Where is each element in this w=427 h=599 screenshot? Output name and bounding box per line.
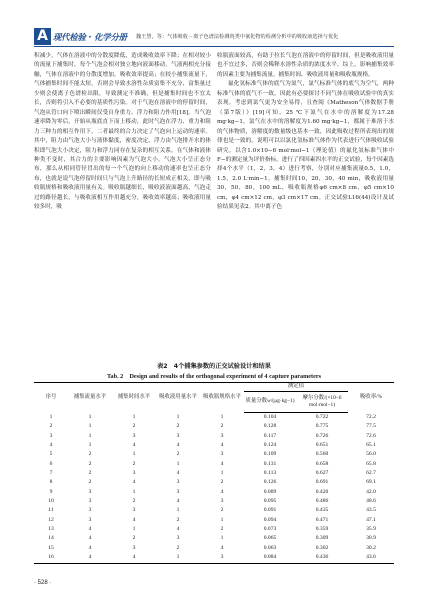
header-measured: 测定值: [244, 383, 348, 392]
table-cell: 3: [220, 498, 224, 505]
table-cell: 14: [48, 535, 54, 542]
table-cell: 0.124: [263, 442, 277, 449]
table-cell: 7: [49, 470, 53, 477]
table-body: [34, 413, 394, 564]
table-cell: 1: [220, 516, 224, 523]
table-cell: 77.5: [366, 423, 376, 430]
table-cell: 1: [132, 451, 136, 458]
table-cell: 13: [48, 526, 54, 533]
table-cell: 1: [132, 488, 136, 495]
table-cell: 35.9: [366, 526, 376, 533]
table-cell: 2: [132, 498, 136, 505]
table-row: [34, 469, 394, 478]
table-cell: 6: [49, 460, 53, 467]
table-cell: 0.359: [315, 526, 329, 533]
table-cell: 0.435: [315, 507, 329, 514]
table-cell: 1: [88, 423, 92, 430]
table-row: [34, 422, 394, 431]
table-cell: 1: [220, 413, 224, 420]
table-cell: 0.131: [263, 460, 277, 467]
table-cell: 2: [220, 526, 224, 533]
table-cell: 43.6: [348, 553, 394, 563]
table-cell: 2: [88, 451, 92, 458]
table-cell: 0.627: [315, 470, 329, 477]
table-row: [34, 478, 394, 487]
journal-name: 现代检验 · 化学分册: [53, 32, 127, 42]
table-cell: 0.095: [263, 498, 277, 505]
table-cell: 3: [88, 507, 92, 514]
paragraph: 收瓶液面较高，有助于拉长气泡在溶液中的停留时间，但是吸收液用量也不宜过多，否则会稀释水溶性杂质的浓度水平，综上，影响捕集效率的因素主要为捕集流量、捕集时间、吸收液用量和吸收瓶规格。: [217, 53, 394, 78]
table-cell: 4: [220, 544, 224, 551]
table-cell: 48.6: [366, 498, 376, 505]
table-cell: 0.691: [315, 479, 329, 486]
table-cell: 4: [132, 479, 136, 486]
table-cell: 65.8: [366, 460, 376, 467]
table-cell: 0.094: [263, 516, 277, 523]
table-caption-cn: 表2 4个捕集参数的正交试验设计和结果: [157, 363, 271, 370]
table-cell: 69.1: [366, 479, 376, 486]
table-row: [34, 432, 394, 441]
table-cell: 2: [220, 507, 224, 514]
table-row: [34, 534, 394, 543]
table-cell: 3: [200, 553, 244, 563]
table-cell: 2: [132, 460, 136, 467]
table-cell: 42.0: [366, 488, 376, 495]
table-cell: 2: [49, 423, 53, 430]
table-cell: 3: [220, 432, 224, 439]
table-cell: 2: [132, 423, 136, 430]
table-cell: 30.2: [366, 544, 376, 551]
table-cell: 0.486: [315, 498, 329, 505]
table-cell: 3: [132, 432, 136, 439]
table-cell: 4: [176, 442, 180, 449]
table-cell: 5: [49, 451, 53, 458]
table-cell: 0.726: [315, 432, 329, 439]
table-cell: 1: [220, 535, 224, 542]
page-number: · 528 ·: [34, 580, 52, 586]
table-cell: 3: [176, 535, 180, 542]
header-bottle: 吸收瓶规格水平: [200, 383, 244, 413]
table-cell: 1: [132, 526, 136, 533]
table-cell: 0.775: [315, 423, 329, 430]
header-seq: 序号: [34, 383, 68, 413]
header-volume: 吸收液用量水平: [156, 383, 200, 413]
table-cell: 4: [176, 470, 180, 477]
table-row: [34, 506, 394, 515]
table-cell: 1: [156, 553, 200, 563]
table-row: [34, 553, 394, 563]
table-cell: 47.1: [366, 516, 376, 523]
table-cell: 0.065: [263, 535, 277, 542]
table-cell: 4: [68, 553, 112, 563]
table-cell: 1: [88, 413, 92, 420]
table-cell: 4: [88, 535, 92, 542]
table-cell: 0.128: [263, 423, 277, 430]
table-cell: 0.091: [263, 507, 277, 514]
table-cell: 0.073: [263, 526, 277, 533]
table-cell: 0.658: [315, 460, 329, 467]
table-cell: 0.420: [315, 488, 329, 495]
table-row: [34, 460, 394, 469]
table-cell: 1: [132, 413, 136, 420]
table-cell: 72.2: [366, 413, 376, 420]
header-molar-fraction: 摩尔分数/(×10−6 mol·mol−1): [296, 392, 348, 413]
table-cell: 1: [176, 460, 180, 467]
table-cell: 0.117: [263, 432, 277, 439]
table-cell: 0.560: [315, 451, 329, 458]
table-cell: 2: [176, 544, 180, 551]
paragraph: 氟化氢标准气体的底气为氮气，氯气标准气体的底气为空气，两种标准气体的底气不一致，因此有必要探讨不同气体在吸收试验中的真实表现。考虑到氯气更为安全易得，且查阅《Matheson气体数据手册（第7版）》[19]可知，25 ℃下氮气在水中的溶解度为17.28 mg·kg−1，氯气在水中的溶解度为1.60 mg·kg−1，都属于难溶于水的气体物质，溶解度的数量级也基本一致，因此吸收过程所表现出的规律也是一致的，说明可以以氯化氢标准气体作为代表进行气体吸收试验研究。以含1.0×10−6 mol·mol−1（理论值）的氟化氢标准气体中F−的测定量为评价指标，进行了四因素四水平的正交试验，每个因素选择4个水平（1，2，3，4）进行考察，分别对应捕集流量0.5，1.0，1.5，2.0 L·min−1，捕集时间10，20，30，40 min，吸收液用量30，50，80，100 mL，吸收瓶规格φ6 cm×8 cm，φ5 cm×10 cm，φ4 cm×12 cm，φ3 cm×17 cm。正交试验L16(44)设计及试验结果见表2。其中离子色: [217, 81, 394, 211]
table-cell: 2: [176, 423, 180, 430]
table-cell: 3: [49, 432, 53, 439]
table-cell: 1: [88, 432, 92, 439]
table-cell: 2: [176, 451, 180, 458]
table-cell: 0.126: [263, 479, 277, 486]
table-cell: 3: [88, 516, 92, 523]
table-cell: 2: [88, 479, 92, 486]
table-cell: 4: [220, 488, 224, 495]
table-cell: 12: [48, 516, 54, 523]
header-efficiency: 吸收率/%: [348, 383, 394, 413]
table-cell: 4: [88, 526, 92, 533]
table-cell: 3: [176, 488, 180, 495]
table-row: [34, 488, 394, 497]
table-cell: 4: [220, 442, 224, 449]
table-cell: 0.109: [263, 451, 277, 458]
table-cell: 2: [220, 423, 224, 430]
table-cell: 4: [112, 553, 156, 563]
table-cell: 2: [88, 460, 92, 467]
right-text-column: [217, 52, 394, 213]
table-cell: 4: [176, 526, 180, 533]
table-cell: 0.471: [315, 516, 329, 523]
table-cell: 1: [49, 413, 53, 420]
table-cell: 1: [176, 507, 180, 514]
left-text-column: [34, 52, 211, 213]
table-cell: 4: [88, 544, 92, 551]
table-cell: 0.436: [296, 553, 348, 563]
table-cell: 11: [48, 507, 54, 514]
orthogonal-results-table: [34, 382, 394, 564]
table-cell: 3: [220, 451, 224, 458]
table-cell: 8: [49, 479, 53, 486]
header-rule: [34, 46, 394, 47]
table-cell: 3: [88, 498, 92, 505]
table-cell: 2: [176, 516, 180, 523]
table-row: [34, 441, 394, 450]
page-header: [0, 0, 427, 46]
table-cell: 2: [132, 535, 136, 542]
table-cell: 1: [88, 442, 92, 449]
table-cell: 0.309: [315, 535, 329, 542]
table-cell: 1: [220, 470, 224, 477]
table-cell: 0.302: [315, 544, 329, 551]
table-cell: 2: [88, 470, 92, 477]
table-cell: 2: [220, 479, 224, 486]
journal-logo: A: [34, 28, 51, 45]
table-cell: 3: [176, 479, 180, 486]
table-cell: 0.651: [315, 442, 329, 449]
table-cell: 0.113: [263, 470, 277, 477]
table-row: [34, 413, 394, 423]
table-cell: 3: [132, 507, 136, 514]
table-cell: 62.7: [366, 470, 376, 477]
table-cell: 0.104: [263, 414, 277, 420]
table-cell: 0.722: [315, 414, 329, 420]
table-cell: 4: [132, 442, 136, 449]
table-cell: 30.9: [366, 535, 376, 542]
running-title: 魏王慧，等：气体吸收－离子色谱法检测肉类中氰化物的检测分析中的吸收液选择与优化: [136, 34, 339, 40]
table-row: [34, 450, 394, 459]
table-caption-en: Tab. 2 Design and results of the orthogonal experiment of 4 capture parameters: [106, 373, 322, 380]
header-flow: 捕集流量水平: [68, 383, 112, 413]
table-cell: 4: [220, 460, 224, 467]
table-cell: 3: [132, 470, 136, 477]
paragraph: 积减少，气体在溶液中的分散度降低，造成吸收效率下降；在相对较小的流量下捕集时，每个气泡会相对独立地向液面移动。气液两相充分接触，气体在溶液中的分散度增加，吸收效率提高；在较小捕集流量下，气体捕集时间不能太短，否则会导致水溶性杂质富集不充分，富集量过少则会使离子色谱检出限，导致测定不准确，但是捕集时间也不宜太长，否则将引入不必要的基质性污染。对于气泡在溶液中的停留时间，气泡从管口向下喷出瞬间仅受自身重力、浮力和阻力作用[18]。当气泡速率降为零后，开始从瓶底直下而上移动，此时气泡在浮力、重力和阻力三种力的相互作用下，二者最终的合力决定了气泡向上运动的速率。其中，阻力由气泡大小与液体黏度，密度决定，浮力由气泡排开水的体积即气泡大小决定，阻力和浮力同存在复杂的相互关系。在气体和液体种类不变时，其合力的主要影响因素为气泡大小。气泡大小呈正态分布，那么从相同管径冒出的每一个气泡的向上移动的速率也呈正态分布，也就是说气泡停留时间只与气泡上升路径的长短成正相关，即与吸收瓶规格和吸收液用量有关。吸收瓶越细长，吸收液液面越高，气泡走过的路径越长，与吸收液相互作用越充分，吸收效率越高；吸收液用量较多时，吸: [34, 53, 211, 211]
table-row: [34, 544, 394, 553]
header-time: 捕集时间水平: [112, 383, 156, 413]
table-cell: 65.1: [366, 442, 376, 449]
table-row: [34, 525, 394, 534]
table-cell: 16: [34, 553, 68, 563]
table-cell: 9: [49, 488, 53, 495]
table-cell: 0.084: [244, 553, 296, 563]
table-cell: 56.0: [366, 451, 376, 458]
table-cell: 4: [176, 498, 180, 505]
table-cell: 1: [176, 413, 180, 420]
table-cell: 3: [88, 488, 92, 495]
header-mass-fraction: 质量分数w/(μg·kg−1): [244, 392, 296, 413]
table-cell: 4: [49, 442, 53, 449]
table-row: [34, 497, 394, 506]
table-cell: 3: [176, 432, 180, 439]
table-cell: 3: [132, 544, 136, 551]
table-cell: 10: [48, 498, 54, 505]
table-cell: 4: [132, 516, 136, 523]
table-cell: 72.6: [366, 432, 376, 439]
table-cell: 43.5: [366, 507, 376, 514]
table-cell: 0.063: [263, 544, 277, 551]
table-cell: 0.089: [263, 488, 277, 495]
table-cell: 15: [48, 544, 54, 551]
table-row: [34, 516, 394, 525]
